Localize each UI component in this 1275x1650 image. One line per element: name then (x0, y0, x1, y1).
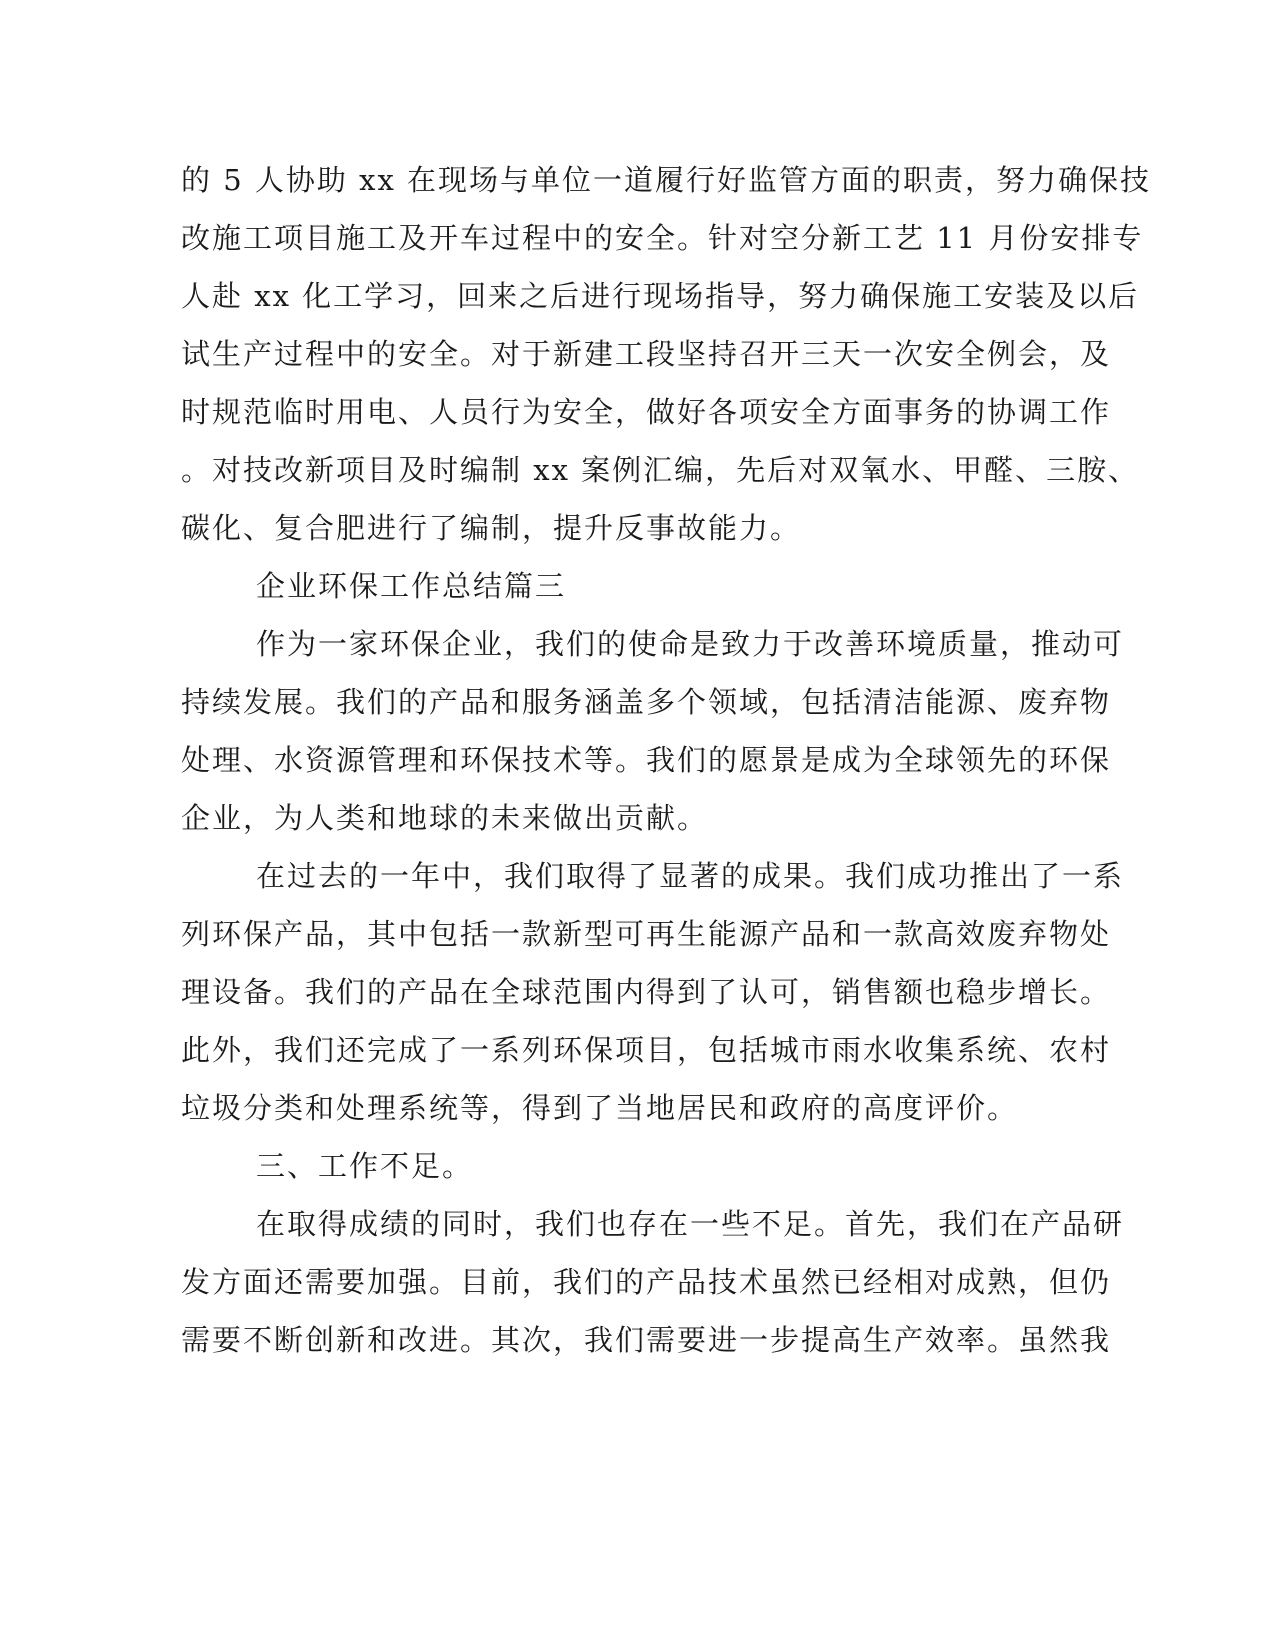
body-line: 垃圾分类和处理系统等，得到了当地居民和政府的高度评价。 (181, 1091, 1019, 1125)
body-line: 持续发展。我们的产品和服务涵盖多个领域，包括清洁能源、废弃物 (181, 685, 1112, 719)
body-line: 处理、水资源管理和环保技术等。我们的愿景是成为全球领先的环保 (181, 743, 1112, 777)
body-line: 企业，为人类和地球的未来做出贡献。 (181, 801, 709, 835)
body-line: 。对技改新项目及时编制 xx 案例汇编，先后对双氧水、甲醛、三胺、 (181, 453, 1140, 487)
section-heading: 企业环保工作总结篇三 (256, 569, 567, 603)
body-line: 理设备。我们的产品在全球范围内得到了认可，销售额也稳步增长。 (181, 975, 1112, 1009)
body-line: 列环保产品，其中包括一款新型可再生能源产品和一款高效废弃物处 (181, 917, 1112, 951)
body-line: 的 5 人协助 xx 在现场与单位一道履行好监管方面的职责，努力确保技 (181, 163, 1152, 197)
body-line: 碳化、复合肥进行了编制，提升反事故能力。 (181, 511, 802, 545)
body-line: 作为一家环保企业，我们的使命是致力于改善环境质量，推动可 (256, 627, 1125, 661)
body-line: 此外，我们还完成了一系列环保项目，包括城市雨水收集系统、农村 (181, 1033, 1112, 1067)
body-line: 试生产过程中的安全。对于新建工段坚持召开三天一次安全例会，及 (181, 337, 1112, 371)
body-line: 时规范临时用电、人员行为安全，做好各项安全方面事务的协调工作 (181, 395, 1112, 429)
body-line: 需要不断创新和改进。其次，我们需要进一步提高生产效率。虽然我 (181, 1323, 1112, 1357)
body-line: 改施工项目施工及开车过程中的安全。针对空分新工艺 11 月份安排专 (181, 221, 1144, 255)
body-line: 人赴 xx 化工学习，回来之后进行现场指导，努力确保施工安装及以后 (181, 279, 1140, 313)
body-line: 发方面还需要加强。目前，我们的产品技术虽然已经相对成熟，但仍 (181, 1265, 1112, 1299)
body-line: 在过去的一年中，我们取得了显著的成果。我们成功推出了一系 (256, 859, 1125, 893)
body-line: 在取得成绩的同时，我们也存在一些不足。首先，我们在产品研 (256, 1207, 1125, 1241)
section-heading: 三、工作不足。 (256, 1149, 474, 1183)
